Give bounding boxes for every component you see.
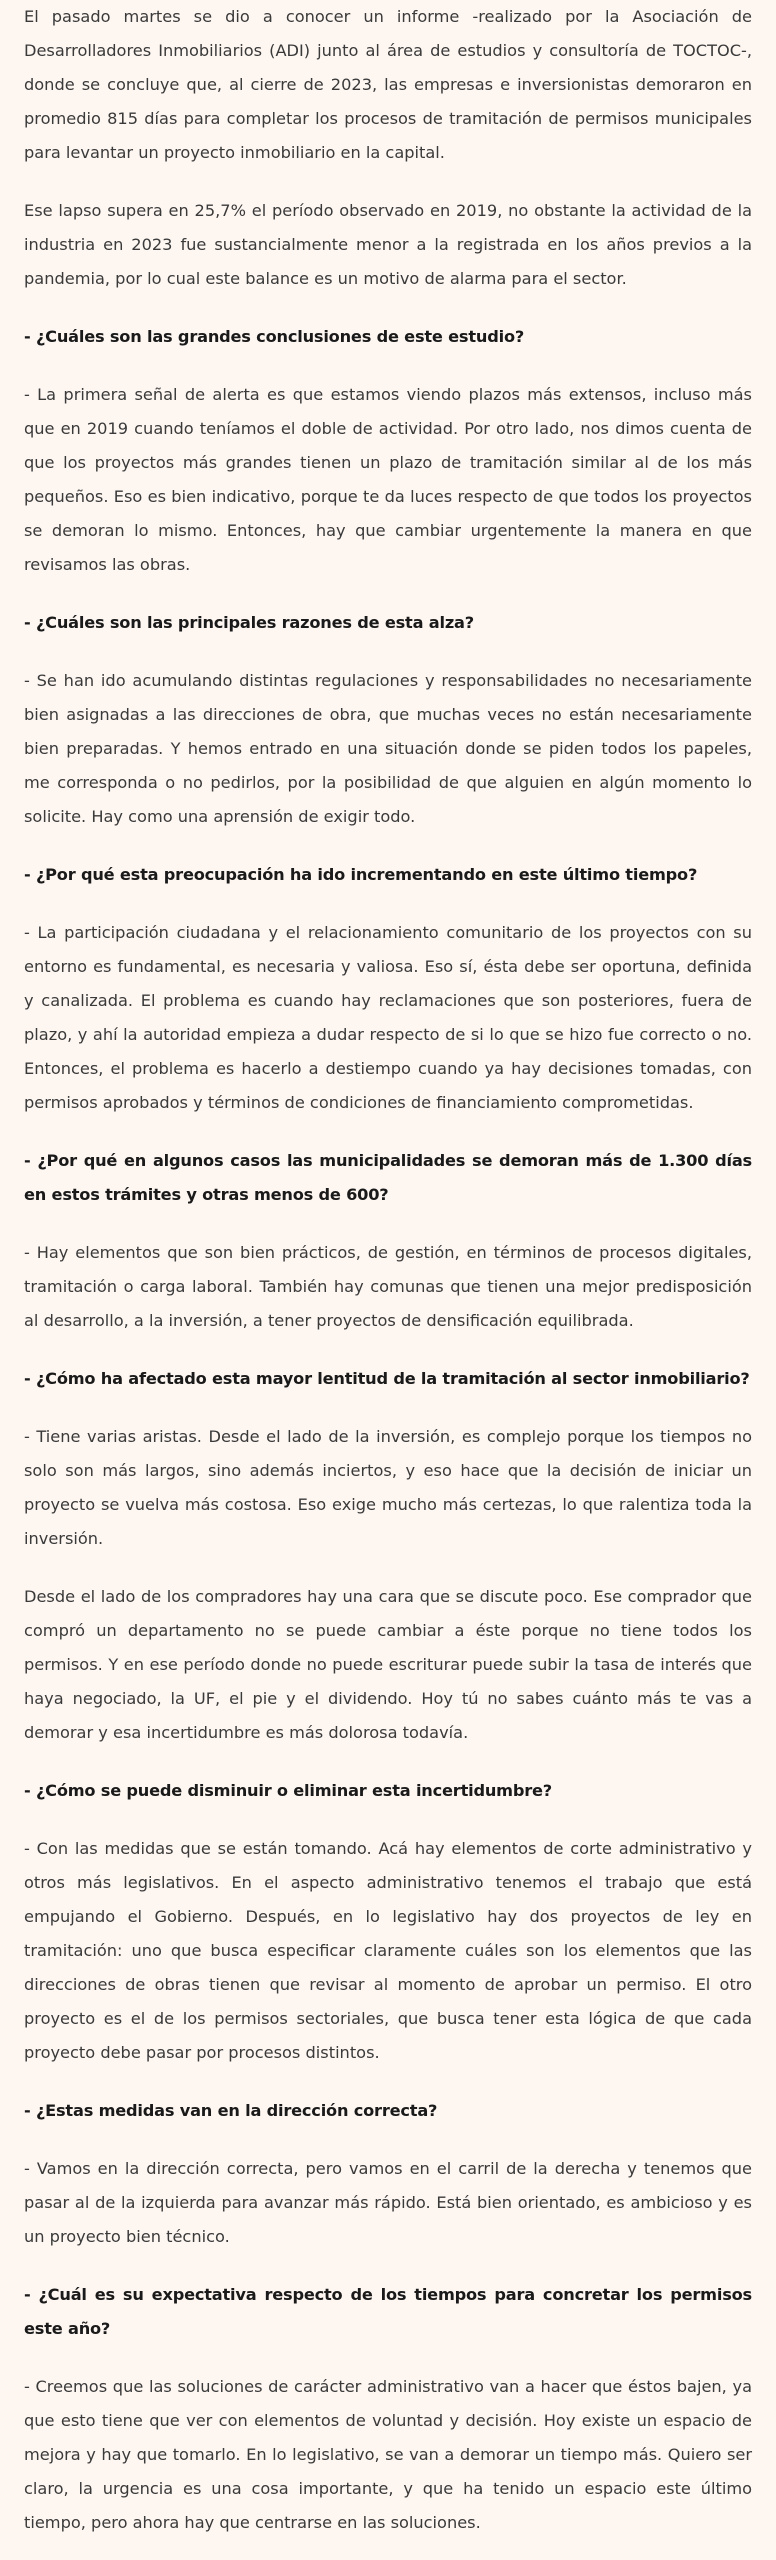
question-1: - ¿Cuáles son las grandes conclusiones de este estudio? [24,327,525,346]
answer-5b: Desde el lado de los compradores hay una cara que se discute poco. Ese comprador que compró un departamento no se puede cambiar a éste porque no tiene todos los permisos. Y en ese período donde no puede escriturar puede subir la tasa de interés que haya negociado, la UF, el pie y el dividendo. Hoy tú no sabes cuánto más te vas a demorar y esa incertidumbre es más dolorosa todavía. [24,1587,752,1742]
question-3: - ¿Por qué esta preocupación ha ido incrementando en este último tiempo? [24,865,698,884]
intro-paragraph-2: Ese lapso supera en 25,7% el período observado en 2019, no obstante la actividad de la industria en 2023 fue sustancialmente menor a la registrada en los años previos a la pandemia, por lo cual este balance es un motivo de alarma para el sector. [24,201,752,288]
intro-paragraph-1: El pasado martes se dio a conocer un informe -realizado por la Asociación de Desarrolladores Inmobiliarios (ADI) junto al área de estudios y consultoría de TOCTOC-, donde se concluye que, al cierre de 2023, las empresas e inversionistas demoraron en promedio 815 días para completar los procesos de tramitación de permisos municipales para levantar un proyecto inmobiliario en la capital. [24,7,752,162]
answer-1: - La primera señal de alerta es que estamos viendo plazos más extensos, incluso más que en 2019 cuando teníamos el doble de actividad. Por otro lado, nos dimos cuenta de que los proyectos más grandes tienen un plazo de tramitación similar al de los más pequeños. Eso es bien indicativo, porque te da luces respecto de que todos los proyectos se demoran lo mismo. Entonces, hay que cambiar urgentemente la manera en que revisamos las obras. [24,385,752,574]
answer-2: - Se han ido acumulando distintas regulaciones y responsabilidades no necesariamente bien asignadas a las direcciones de obra, que muchas veces no están necesariamente bien preparadas. Y hemos entrado en una situación donde se piden todos los papeles, me corresponda o no pedirlos, por la posibilidad de que alguien en algún momento lo solicite. Hay como una aprensión de exigir todo. [24,671,752,826]
question-5: - ¿Cómo ha afectado esta mayor lentitud de la tramitación al sector inmobiliario? [24,1369,750,1388]
question-7: - ¿Estas medidas van en la dirección correcta? [24,2101,438,2120]
answer-6: - Con las medidas que se están tomando. Acá hay elementos de corte administrativo y otros más legislativos. En el aspecto administrativo tenemos el trabajo que está empujando el Gobierno. Después, en lo legislativo hay dos proyectos de ley en tramitación: uno que busca especificar claramente cuáles son los elementos que las direcciones de obras tienen que revisar al momento de aprobar un permiso. El otro proyecto es el de los permisos sectoriales, que busca tener esta lógica de que cada proyecto debe pasar por procesos distintos. [24,1839,752,2062]
answer-8: - Creemos que las soluciones de carácter administrativo van a hacer que éstos bajen, ya que esto tiene que ver con elementos de voluntad y decisión. Hoy existe un espacio de mejora y hay que tomarlo. En lo legislativo, se van a demorar un tiempo más. Quiero ser claro, la urgencia es una cosa importante, y que ha tenido un espacio este último tiempo, pero ahora hay que centrarse en las soluciones. [24,2377,752,2532]
question-4: - ¿Por qué en algunos casos las municipalidades se demoran más de 1.300 días en estos trámites y otras menos de 600? [24,1151,752,1204]
answer-7: - Vamos en la dirección correcta, pero vamos en el carril de la derecha y tenemos que pasar al de la izquierda para avanzar más rápido. Está bien orientado, es ambicioso y es un proyecto bien técnico. [24,2159,752,2246]
question-2: - ¿Cuáles son las principales razones de esta alza? [24,613,474,632]
question-6: - ¿Cómo se puede disminuir o eliminar esta incertidumbre? [24,1781,552,1800]
answer-5a: - Tiene varias aristas. Desde el lado de la inversión, es complejo porque los tiempos no solo son más largos, sino además inciertos, y eso hace que la decisión de iniciar un proyecto se vuelva más costosa. Eso exige mucho más certezas, lo que ralentiza toda la inversión. [24,1427,752,1548]
answer-4: - Hay elementos que son bien prácticos, de gestión, en términos de procesos digitales, tramitación o carga laboral. También hay comunas que tienen una mejor predisposición al desarrollo, a la inversión, a tener proyectos de densificación equilibrada. [24,1243,752,1330]
question-8: - ¿Cuál es su expectativa respecto de los tiempos para concretar los permisos este año? [24,2285,752,2338]
answer-3: - La participación ciudadana y el relacionamiento comunitario de los proyectos con su entorno es fundamental, es necesaria y valiosa. Eso sí, ésta debe ser oportuna, definida y canalizada. El problema es cuando hay reclamaciones que son posteriores, fuera de plazo, y ahí la autoridad empieza a dudar respecto de si lo que se hizo fue correcto o no. Entonces, el problema es hacerlo a destiempo cuando ya hay decisiones tomadas, con permisos aprobados y términos de condiciones de financiamiento comprometidas. [24,923,752,1112]
